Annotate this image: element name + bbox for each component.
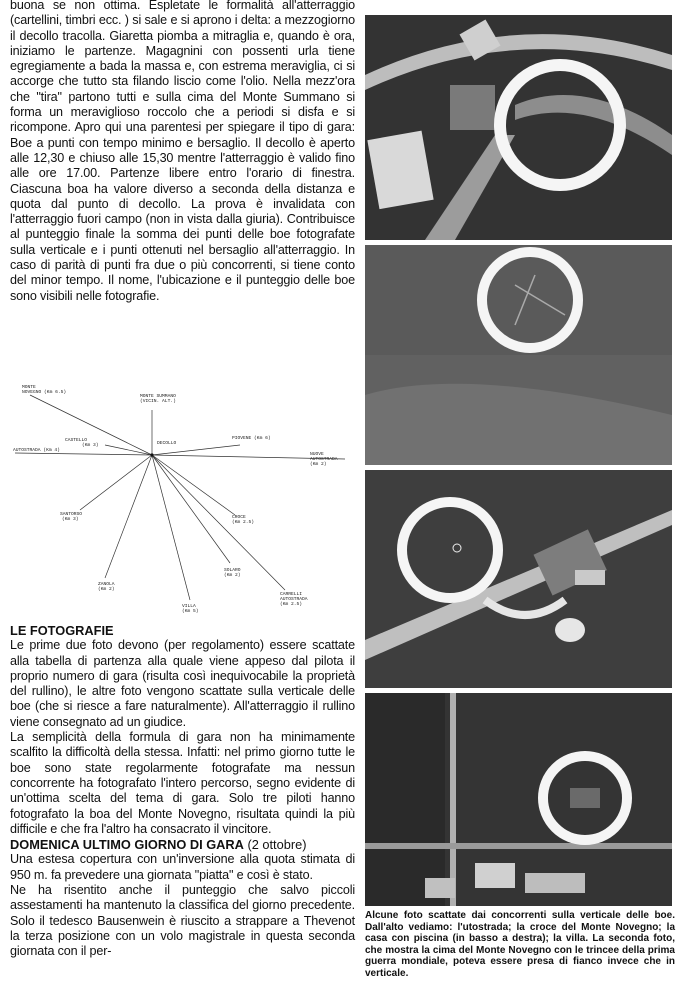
label-croce-1: CROCE: [232, 515, 246, 520]
label-thiene-2: AUTOSTRADA: [310, 457, 338, 462]
line-malo: [105, 455, 152, 578]
label-schio-2: (Km 3): [82, 443, 99, 448]
line-autostrada: [15, 453, 152, 455]
photo-motorway-image: [365, 15, 672, 240]
photo-motorway: [365, 15, 672, 240]
line-villa: [152, 455, 190, 600]
label-malo-1: ZANOLA: [98, 582, 115, 587]
sunday-paragraph-1: Una estesa copertura con un'inversione alla quota stimata di 950 m. fa prevedere una giornata "piatta" e così è stato.: [10, 852, 355, 882]
photo-pool-house: [365, 470, 672, 688]
photos-paragraph-1: Le prime due foto devono (per regolamento) essere scattate alla tabella di partenza alla quale viene appeso dal pilota il proprio numero di gara (risulta così inequivocabile la proprietà del rullino), le altre foto vengono scattate sulla verticale delle boe (che si riesce a fare naturalmente). All'atterraggio il rullino viene consegnato ad un giudice.: [10, 638, 355, 729]
buoy-diagram-svg: [10, 375, 355, 620]
bottom-column: [10, 623, 355, 960]
label-novegno-2: NOVEGNO (Km 6.5): [22, 390, 67, 395]
buoy-diagram: [10, 375, 355, 620]
photo-pool-house-image: [365, 470, 672, 688]
label-villa-1: VILLA: [182, 604, 196, 609]
line-schio: [105, 445, 152, 455]
heading-sunday-date: (2 ottobre): [243, 837, 307, 853]
heading-sunday-title: DOMENICA ULTIMO GIORNO DI GARA: [10, 837, 244, 853]
label-carrelli-1: CARRELLI: [280, 592, 303, 597]
label-fabbrica-1: SOLARO: [224, 568, 241, 573]
photo-column: [365, 15, 672, 911]
label-summano-2: (VICIN. ALT.): [140, 399, 176, 404]
label-fabbrica-2: (Km 2): [224, 573, 241, 578]
diagram-lines: [15, 395, 345, 600]
sunday-paragraph-2: Ne ha risentito anche il punteggio che salvo piccoli assestamenti ha mantenuto la classifica del giorno precedente. Solo il tedesco Bausenwein è riuscito a strappare a Thevenot la terza posizione con un volo magistrale in questa seconda giornata con il per-: [10, 883, 355, 959]
photo-novegno: [365, 245, 672, 465]
line-fabbrica: [152, 455, 230, 563]
photo-caption: Alcune foto scattate dai concorrenti sulla verticale delle boe. Dall'alto vediamo: l'utostrada; la croce del Monte Novegno; la casa con piscina (in basso a destra); la villa. La seconda foto, che mostra la cima del Monte Novegno con le trincee della prima guerra mondiale, poteva essere presa di fianco invece che in verticale.: [365, 910, 675, 979]
label-velo-1: SANTORSO: [60, 512, 83, 517]
label-villa-2: (Km 5): [182, 609, 199, 614]
label-piovene: PIOVENE (Km 6): [232, 436, 271, 441]
photo-novegno-image: [365, 245, 672, 465]
line-croce: [152, 455, 235, 515]
label-carrelli-3: (Km 2.5): [280, 602, 303, 607]
line-carrelli: [152, 455, 285, 590]
label-summano-1: MONTE SUMMANO: [140, 394, 176, 399]
label-schio-1: CASTELLO: [65, 438, 88, 443]
intro-column: [10, 0, 355, 304]
label-malo-2: (Km 2): [98, 587, 115, 592]
label-thiene-3: (Km 2): [310, 462, 327, 467]
heading-photos: LE FOTOGRAFIE: [10, 623, 114, 638]
photos-paragraph-2: La semplicità della formula di gara non ha minimamente scalfito la difficoltà della stessa. Infatti: nel primo giorno tutte le boe sono state regolarmente fotografate ma nessun concorrente ha fotografato l'intero percorso, segno evidente di un'ottima scelta del tema di gara. Solo tre piloti hanno fotografato la boa del Monte Novegno, risultata quindi la più difficile e che fra l'altro ha consacrato il vincitore.: [10, 730, 355, 836]
heading-sunday: [10, 837, 355, 852]
label-croce-2: (Km 2.5): [232, 520, 255, 525]
intro-paragraph: buona se non ottima. Espletate le formalità all'atterraggio (cartellini, timbri ecc. ) si sale e si aprono i delta: a mezzogiorno il decollo tracolla. Giaretta piomba a mitraglia e, quando è ora, iniziamo le partenze. Magagnini con possenti urla tiene egregiamente a bada la massa e, con estrema meraviglia, ci si accorge che tutto sta filando liscio come l'olio. Nella mezz'ora che "tira" partono tutti e sulla cima del Monte Summano si forma un meraviglioso roccolo che a periodi si disfa e si ricompone. Apro qui una parentesi per spiegare il tipo di gara: Boe a punti con tempo minimo e bersaglio. Il decollo è aperto alle 12,30 e chiuso alle 15,30 mentre l'atterraggio è valido fino alle ore 17.00. Partenze libere entro l'orario di finestra. Ciascuna boa ha valore diverso a seconda della distanza e quota dal punto di decollo. La prova è invalidata con l'atterraggio fuori campo (non in vista dalla giuria). Contribuisce al punteggio finale la somma dei punti delle boe fotografate sulla verticale e i punti ottenuti nel bersaglio all'atterraggio. In caso di parità di punti fra due o più concorrenti, si tiene conto del minor tempo. Il nome, l'ubicazione e il punteggio delle boe sono visibili nelle fotografie.: [10, 0, 355, 303]
label-velo-2: (Km 3): [62, 517, 79, 522]
label-carrelli-2: AUTOSTRADA: [280, 597, 308, 602]
label-thiene-1: NUOVE: [310, 452, 324, 457]
decollo-label: DECOLLO: [157, 441, 177, 446]
photo-villa-image: [365, 693, 672, 906]
label-autostrada: AUTOSTRADA (Km 4): [13, 448, 60, 453]
photo-villa: [365, 693, 672, 906]
label-novegno-1: MONTE: [22, 385, 36, 390]
decollo-point: [150, 453, 153, 456]
line-piovene: [152, 445, 240, 455]
